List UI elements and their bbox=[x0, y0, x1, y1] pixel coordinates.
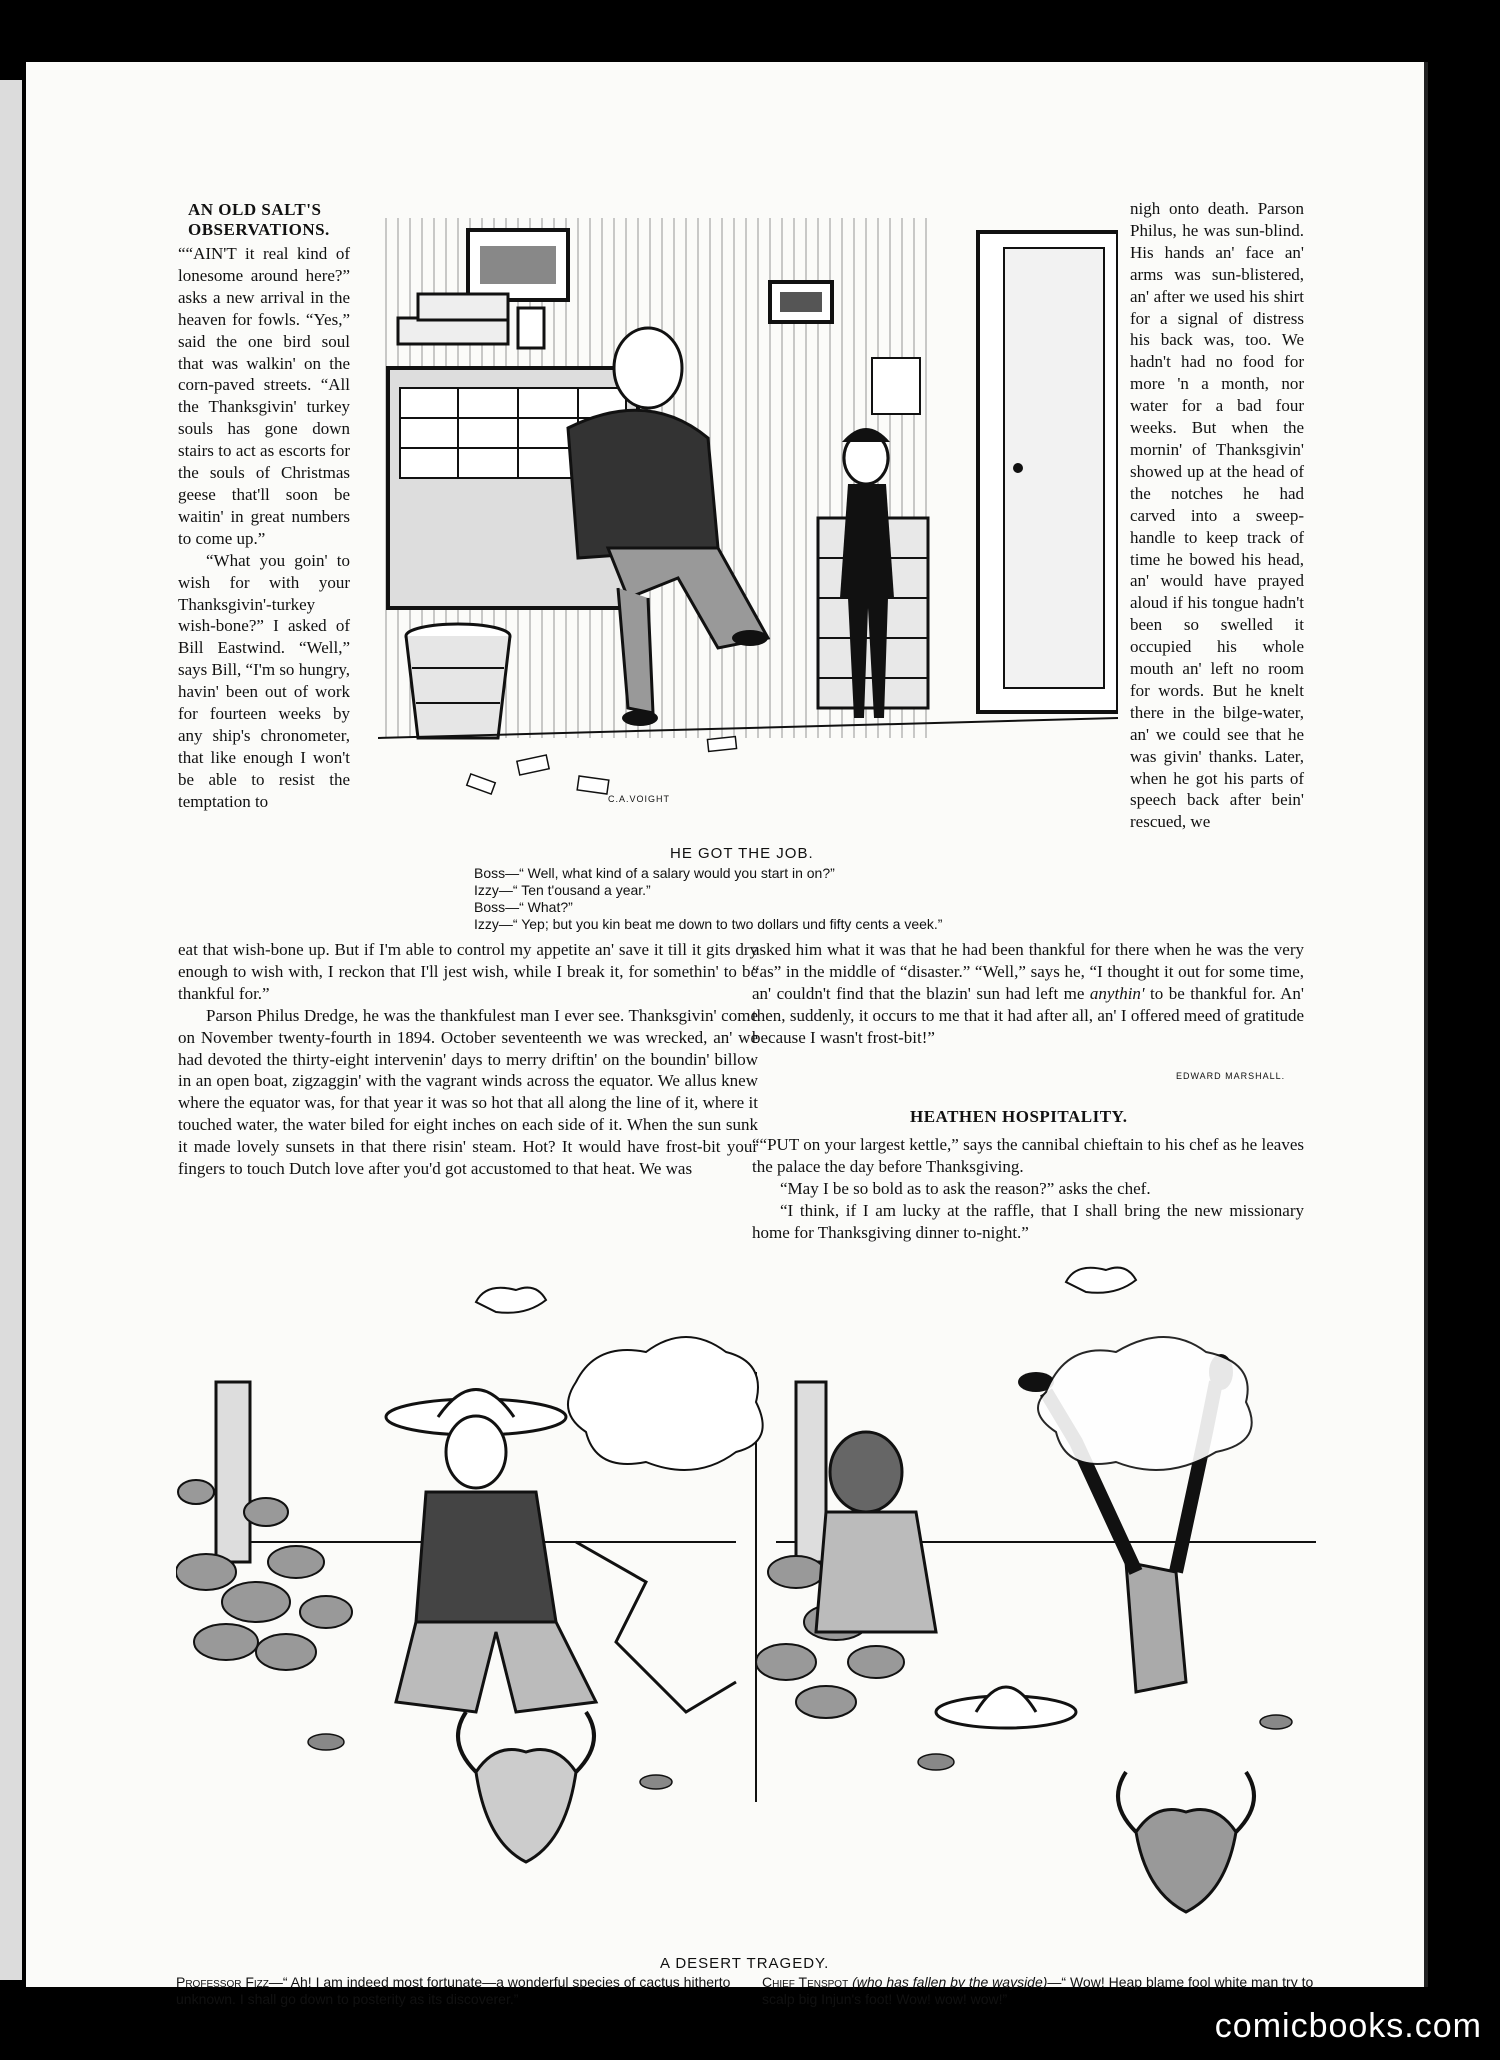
heathen-hospitality-title: HEATHEN HOSPITALITY. bbox=[910, 1107, 1128, 1126]
site-watermark: comicbooks.com bbox=[1214, 2007, 1482, 2045]
heathen-paragraph-3: “I think, if I am lucky at the raffle, that I shall bring the new missionary home for Thanksgiving dinner to-night.” bbox=[752, 1200, 1304, 1242]
continuation-paragraph-2: Parson Philus Dredge, he was the thankfulest man I ever see. Thanksgivin' come on November twenty-fourth in 1894. October seventeenth we was wrecked, an' we had devoted the thirty-eight intervenin' days to merry driftin' on the boundin' billow in an open boat, zigzaggin' with the vagrant winds across the equator. We allus knew where the equator was, for that year it was so hot that all along the line of it, where it touched water, the water biled for eight inches on each side of it. When the sun sunk it made lovely sunsets in that there risin' steam. Hot? It would have frost-bit your fingers to touch Dutch love after you'd got accustomed to that heat. We was bbox=[178, 1005, 758, 1179]
caption-line-2: Izzy—“ Ten t'ousand a year.” bbox=[474, 882, 651, 898]
left-column bbox=[178, 243, 350, 813]
article-continuation-left bbox=[178, 939, 758, 1180]
caption-dialogue bbox=[474, 865, 1094, 933]
speaker-professor-fizz: Professor Fizz bbox=[176, 1974, 269, 1990]
caption-line-4: Izzy—“ Yep; but you kin beat me down to two dollars und fifty cents a veek.” bbox=[474, 916, 943, 932]
magazine-page bbox=[26, 62, 1428, 2007]
he-got-the-job-illustration bbox=[378, 218, 1118, 823]
speaker-chief-tenspot: Chief Tenspot bbox=[762, 1974, 849, 1990]
caption-title-he-got-the-job: HE GOT THE JOB. bbox=[670, 845, 814, 862]
caption-left-panel bbox=[176, 1974, 746, 2008]
left-column-paragraph-1: ““AIN'T it real kind of lonesome around here?” asks a new arrival in the heaven for fowls. “Yes,” said the one bird soul that was walkin' on the corn-paved streets. “All the Thanksgivin' turkey souls has gone down stairs to act as escorts for the souls of Christmas geese that'll soon be waitin' in great numbers to come up.” bbox=[178, 244, 350, 548]
heathen-hospitality-body bbox=[752, 1134, 1304, 1244]
article-title-line2: OBSERVATIONS. bbox=[188, 220, 330, 239]
article-title bbox=[188, 200, 358, 240]
professor-fizz-line: —“ Ah! I am indeed most fortunate—a wonderful species of cactus hitherto unknown. I shall go down to posterity as its discoverer.” bbox=[176, 1974, 731, 2007]
artist-signature: C.A.VOIGHT bbox=[608, 794, 671, 804]
author-byline: EDWARD MARSHALL. bbox=[1176, 1071, 1286, 1081]
adjacent-page-edge bbox=[0, 80, 22, 1980]
heathen-paragraph-1: ““PUT on your largest kettle,” says the cannibal chieftain to his chef as he leaves the palace the day before Thanksgiving. bbox=[752, 1135, 1304, 1176]
chief-tenspot-line: —“ Wow! Heap blame fool white man try to scalp big Injun's foot! Wow! wow! wow!” bbox=[762, 1974, 1314, 2007]
article-title-line1: AN OLD SALT'S bbox=[188, 200, 322, 219]
caption-title-desert-tragedy: A DESERT TRAGEDY. bbox=[660, 1955, 830, 1972]
continuation-paragraph-1: eat that wish-bone up. But if I'm able to control my appetite an' save it till it gits dry enough to wish with, I reckon that I'll jest wish, while I break it, for somethin' to be thankful for.” bbox=[178, 940, 758, 1003]
article-continuation-right bbox=[752, 939, 1304, 1049]
desert-scene-drawing bbox=[176, 1242, 1356, 1942]
chief-tenspot-aside: (who has fallen by the wayside) bbox=[852, 1974, 1048, 1990]
caption-line-1: Boss—“ Well, what kind of a salary would you start in on?” bbox=[474, 865, 835, 881]
desert-tragedy-illustration bbox=[176, 1242, 1356, 1952]
caption-line-3: Boss—“ What?” bbox=[474, 899, 573, 915]
right-column bbox=[1130, 198, 1304, 833]
office-scene-drawing bbox=[378, 218, 1118, 823]
caption-right-panel bbox=[762, 1974, 1342, 2008]
right-column-paragraph: nigh onto death. Parson Philus, he was sun-blind. His hands an' face an' arms was sun-blistered, an' after we used his shirt for a signal of distress his back was, too. We hadn't had no food for more 'n a month, nor water for a bad four weeks. But when the mornin' of Thanksgivin' showed up at the head of the notches he had carved into a sweep-handle to keep track of time he bowed his head, an' would have prayed aloud if his tongue hadn't been so swelled it occupied his whole mouth an' left no room for words. But he knelt there in the bilge-water, an' we could see that he was givin' thanks. Later, when he got his parts of speech back after bein' rescued, we bbox=[1130, 199, 1304, 832]
left-column-paragraph-2: “What you goin' to wish for with your Thanksgivin'-turkey wish-bone?” I asked of Bill Eastwind. “Well,” says Bill, “I'm so hungry, havin' been out of work for fourteen weeks by any ship's chronometer, that like enough I won't be able to resist the temptation to bbox=[178, 550, 350, 811]
heathen-paragraph-2: “May I be so bold as to ask the reason?” asks the chef. bbox=[780, 1178, 1151, 1198]
continuation-paragraph-3: asked him what it was that he had been thankful for there when he was the very “as” in the middle of “disaster.” “Well,” says he, “I thought it out for some time, an' couldn't find that the blazin' sun had left me anythin' to be thankful for. An' then, suddenly, it occurs to me that it had after all, an' I offered meed of gratitude because I wasn't frost-bit!” bbox=[752, 940, 1304, 1047]
